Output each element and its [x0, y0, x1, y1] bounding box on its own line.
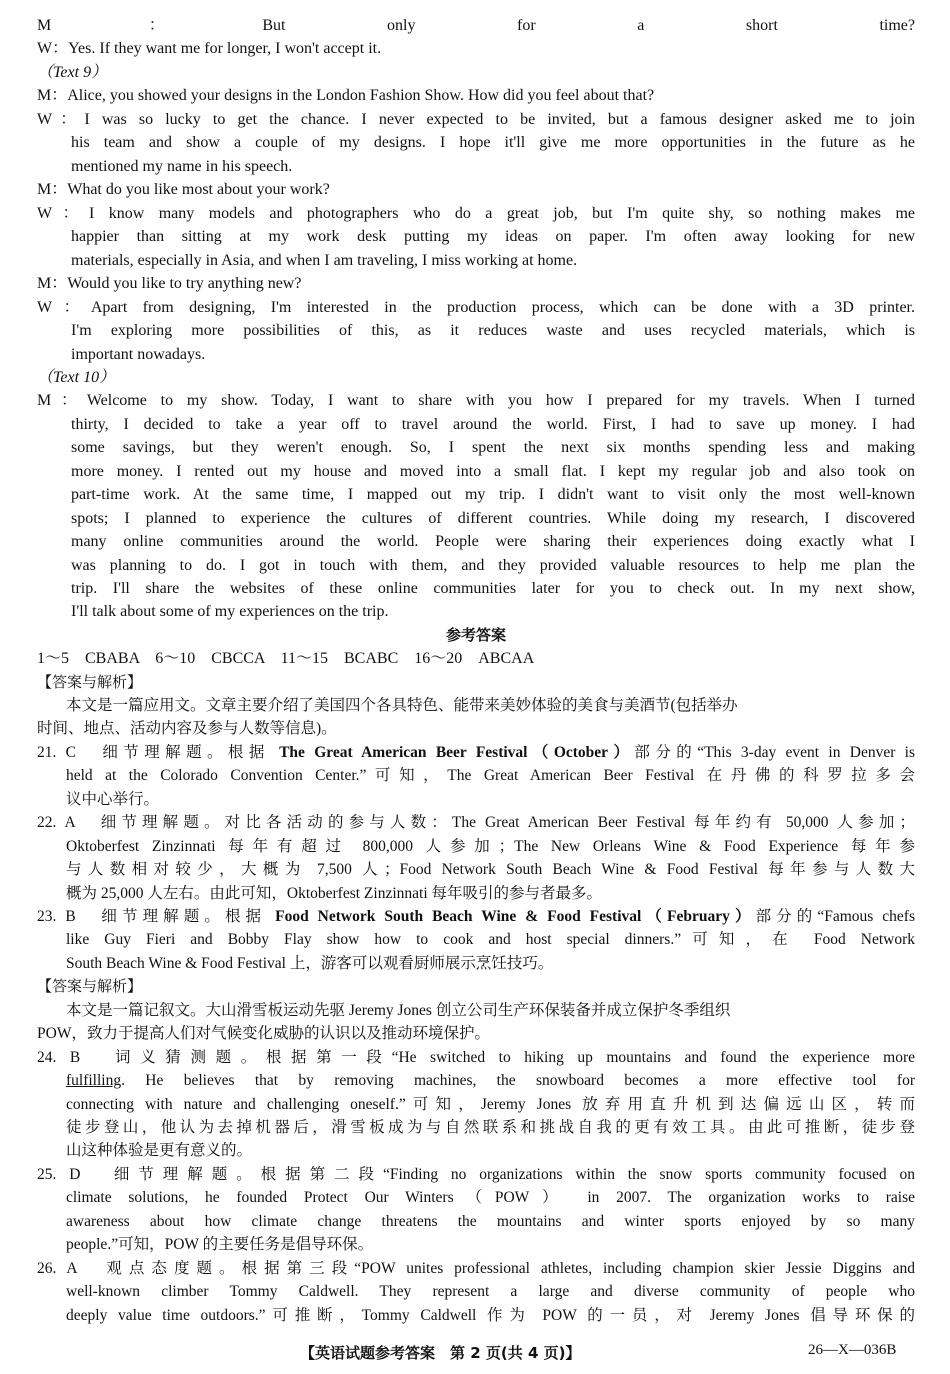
explanation-line: South Beach Wine & Food Festival 上，游客可以观看厨师展示烹饪技巧。	[66, 955, 554, 972]
passage-summary: 本文是一篇应用文。文章主要介绍了美国四个各具特色、能带来美妙体验的美食与美酒节(包括举办	[66, 697, 738, 714]
dialogue-line: I'm exploring more possibilities of this, as it reduces waste and uses recycled materials, which is	[71, 322, 915, 339]
dialogue-line: materials, especially in Asia, and when I am traveling, I miss working at home.	[71, 252, 578, 269]
page-footer: 【英语试题参考答案 第 2 页(共 4 页)】	[300, 1344, 581, 1362]
dialogue-line: some savings, but they weren't enough. So, I spent the next six months spending less and making	[71, 439, 915, 456]
dialogue-line: M：Welcome to my show. Today, I want to share with you how I prepared for my travels. When I turned	[37, 392, 915, 409]
explanation-line: 23. B 细节理解题。根据 Food Network South Beach Wine & Food Festival（February）部分的“Famous chefs	[37, 908, 915, 925]
explanation-line: fulfilling. He believes that by removing machines, the snowboard becomes a more effective tool for	[66, 1072, 915, 1089]
explanation-line: 22. A 细节理解题。对比各活动的参与人数：The Great American Beer Festival 每年约有 50,000 人参加；	[37, 814, 915, 831]
explanation-line: climate solutions, he founded Protect Our Winters（POW） in 2007. The organization works to raise	[66, 1189, 915, 1206]
explanation-line: held at the Colorado Convention Center.”可知，The Great American Beer Festival 在丹佛的科罗拉多会	[66, 767, 915, 784]
explanation-line: 山这种体验是更有意义的。	[66, 1142, 253, 1159]
passage-summary: 时间、地点、活动内容及参与人数等信息)。	[37, 720, 337, 737]
dialogue-line: part-time work. At the same time, I mapped out my trip. I didn't want to visit only the most well-known	[71, 486, 915, 503]
passage-summary: POW，致力于提高人们对气候变化威胁的认识以及推动环境保护。	[37, 1025, 490, 1042]
dialogue-line: W：I was so lucky to get the chance. I never expected to be invited, but a famous designer asked me to join	[37, 111, 915, 128]
dialogue-line: thirty, I decided to take a year off to travel around the world. First, I had to save up money. I had	[71, 416, 915, 433]
dialogue-line: many online communities around the world. People were sharing their experiences doing exactly what I	[71, 533, 915, 550]
explanation-line: like Guy Fieri and Bobby Flay show how to cook and host special dinners.”可知，在 Food Network	[66, 931, 915, 948]
dialogue-line: mentioned my name in his speech.	[71, 158, 293, 175]
section-label: 【答案与解析】	[37, 673, 143, 691]
dialogue-line: spots; I planned to experience the cultures of different countries. While doing my research, I discovered	[71, 510, 915, 527]
explanation-line: deeply value time outdoors.”可推断，Tommy Caldwell 作为 POW 的一员，对 Jeremy Jones 倡导环保的	[66, 1307, 915, 1324]
text-heading: （Text 9）	[37, 64, 108, 81]
dialogue-line: M：Would you like to try anything new?	[37, 275, 302, 292]
explanation-line: awareness about how climate change threatens the mountains and winter sports enjoyed by so many	[66, 1213, 915, 1230]
text-heading: （Text 10）	[37, 369, 116, 386]
explanation-line: 25. D 细节理解题。根据第二段“Finding no organizations within the snow sports community focused on	[37, 1166, 915, 1183]
explanation-line: well-known climber Tommy Caldwell. They represent a large and diverse community of people who	[66, 1283, 915, 1300]
explanation-line: 徒步登山，他认为去掉机器后，滑雪板成为与自然联系和挑战自我的更有效工具。由此可推断，徒步登	[66, 1119, 915, 1136]
dialogue-line: more money. I rented out my house and moved into a small flat. I kept my regular job and also took on	[71, 463, 915, 480]
explanation-line: Oktoberfest Zinzinnati 每年有超过 800,000 人参加；The New Orleans Wine & Food Experience 每年参	[66, 838, 915, 855]
dialogue-line: W：I know many models and photographers who do a great job, but I'm quite shy, so nothing makes me	[37, 205, 915, 222]
document-code: 26—X—036B	[808, 1342, 897, 1358]
section-label: 【答案与解析】	[37, 977, 143, 995]
dialogue-line: was planning to do. I got in touch with them, and they provided valuable resources to help me plan the	[71, 557, 915, 574]
dialogue-line: his team and show a couple of my designs. I hope it'll give me more opportunities in the future as he	[71, 134, 915, 151]
dialogue-line: I'll talk about some of my experiences on the trip.	[71, 603, 389, 620]
explanation-line: 概为 25,000 人左右。由此可知，Oktoberfest Zinzinnati 每年吸引的参与者最多。	[66, 885, 603, 902]
dialogue-line: trip. I'll share the websites of these online communities later for you to check out. In my next show,	[71, 580, 915, 597]
answer-key-title: 参考答案	[445, 626, 506, 644]
dialogue-line: M：But only for a short time?	[37, 17, 915, 34]
explanation-line: 与人数相对较少，大概为 7,500 人；Food Network South Beach Wine & Food Festival 每年参与人数大	[66, 861, 915, 878]
dialogue-line: happier than sitting at my work desk putting my ideas on paper. I'm often away looking for new	[71, 228, 915, 245]
dialogue-line: M：Alice, you showed your designs in the London Fashion Show. How did you feel about that?	[37, 87, 655, 104]
explanation-line: 24. B 词义猜测题。根据第一段“He switched to hiking up mountains and found the experience more	[37, 1049, 915, 1066]
explanation-line: connecting with nature and challenging oneself.”可知，Jeremy Jones 放弃用直升机到达偏远山区，转而	[66, 1096, 915, 1113]
dialogue-line: M：What do you like most about your work?	[37, 181, 330, 198]
dialogue-line: W：Yes. If they want me for longer, I won't accept it.	[37, 40, 382, 57]
answer-list: 1～5 CBABA 6～10 CBCCA 11～15 BCABC 16～20 ABCAA	[37, 650, 535, 667]
explanation-line: people.”可知，POW 的主要任务是倡导环保。	[66, 1236, 374, 1253]
explanation-line: 议中心举行。	[66, 791, 160, 808]
dialogue-line: important nowadays.	[71, 346, 206, 363]
explanation-line: 26. A 观点态度题。根据第三段“POW unites professional athletes, including champion skier Jessie Diggins and	[37, 1260, 915, 1277]
explanation-line: 21. C 细节理解题。根据 The Great American Beer Festival（October）部分的“This 3-day event in Denver is	[37, 744, 915, 761]
dialogue-line: W：Apart from designing, I'm interested in the production process, which can be done with a 3D printer.	[37, 299, 915, 316]
passage-summary: 本文是一篇记叙文。大山滑雪板运动先驱 Jeremy Jones 创立公司生产环保装备并成立保护冬季组织	[66, 1002, 731, 1019]
